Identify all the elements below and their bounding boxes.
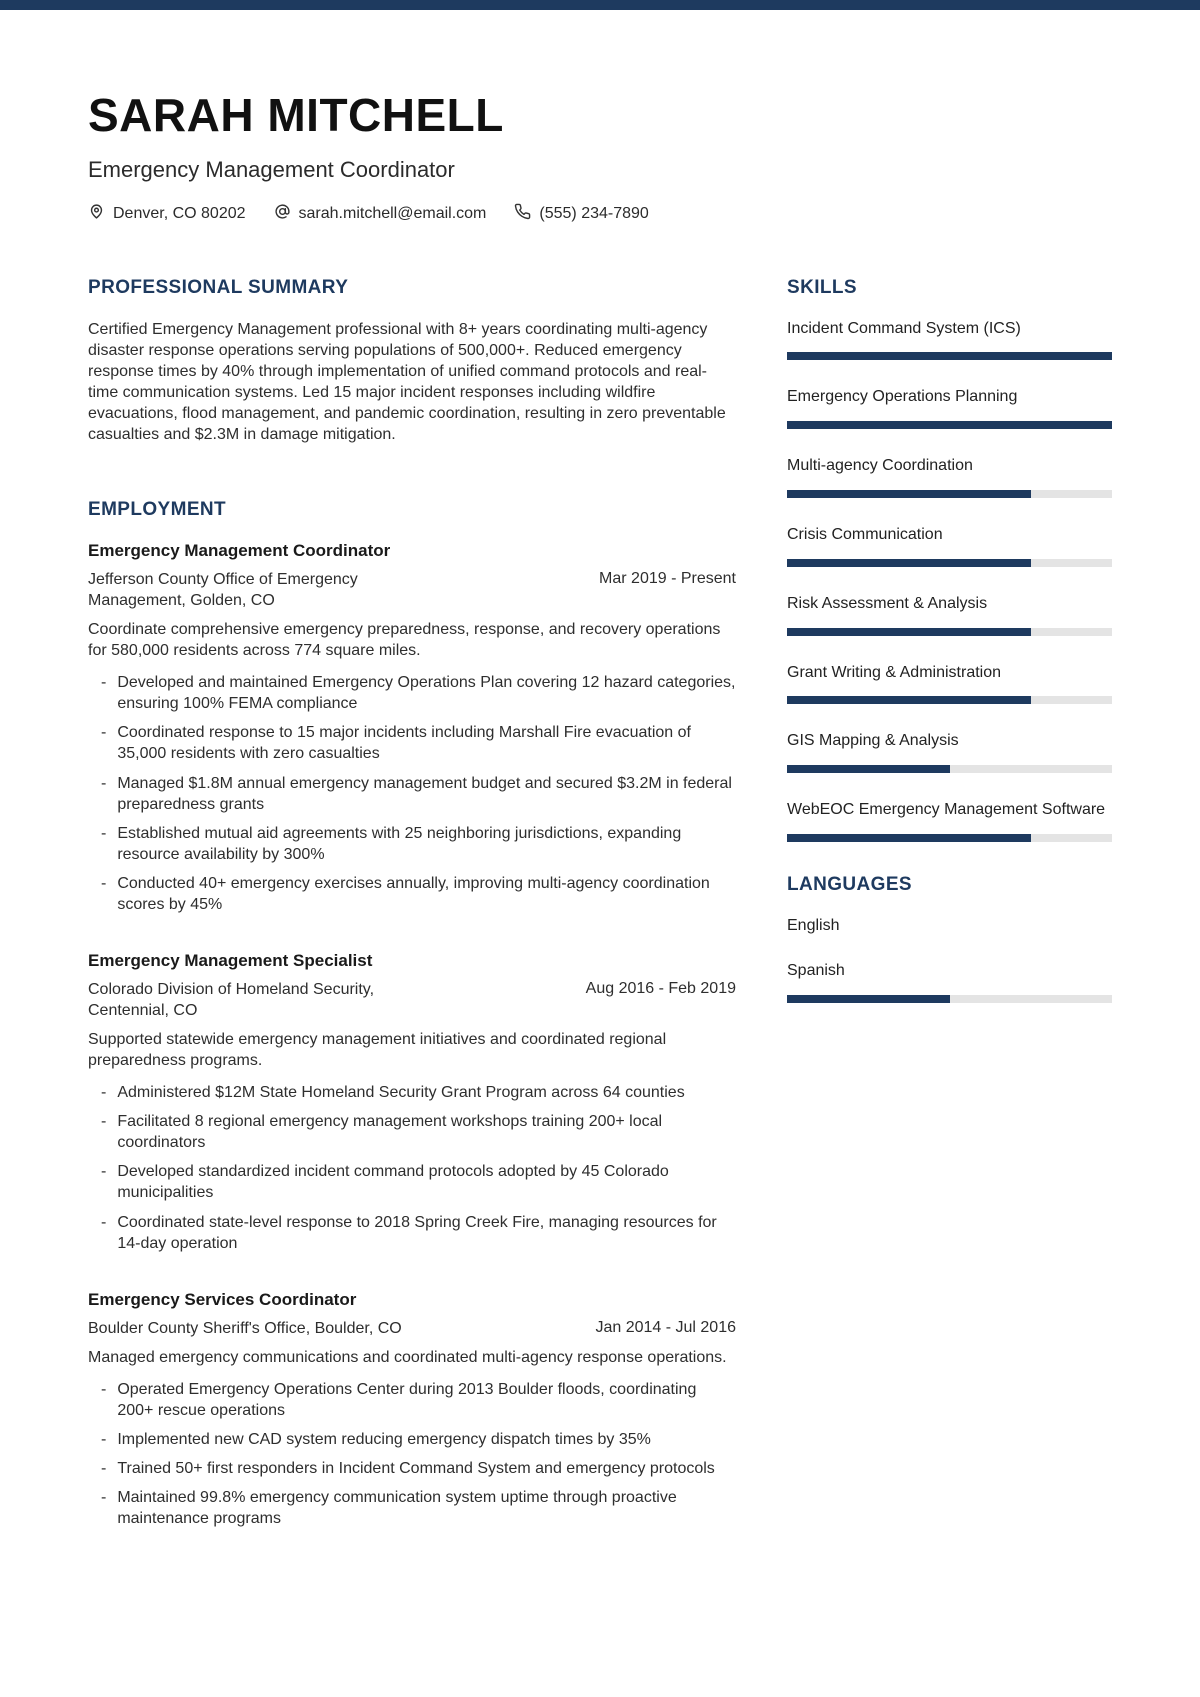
- employment-section: [88, 499, 736, 1529]
- job-title: Emergency Management Coordinator: [88, 541, 391, 561]
- job-meta-row: [88, 1319, 736, 1340]
- main-column: [88, 277, 736, 1566]
- bullet-dash-marker: -: [101, 824, 107, 842]
- resume-header: [88, 10, 1112, 225]
- phone-icon: [514, 203, 531, 225]
- bullet-text: Implemented new CAD system reducing emergency dispatch times by 35%: [117, 1430, 651, 1448]
- job-meta-row: [88, 980, 736, 1022]
- summary-section: [88, 277, 736, 446]
- skill-name: Multi-agency Coordination: [787, 457, 973, 475]
- job-company: Jefferson County Office of Emergency Management, Golden, CO: [88, 571, 358, 610]
- skill-bar-track: [787, 352, 1112, 360]
- bullet-text: Facilitated 8 regional emergency management workshops training 200+ local coordinators: [117, 1113, 663, 1152]
- contact-email: [274, 203, 487, 225]
- bullet-dash-marker: -: [101, 1213, 107, 1231]
- skills-section: [787, 277, 1112, 842]
- sidebar-column: [787, 277, 1112, 1566]
- bullet-dash-marker: -: [101, 1083, 107, 1101]
- job-company: Boulder County Sheriff's Office, Boulder, CO: [88, 1319, 402, 1337]
- bullet-dash-marker: -: [101, 1163, 107, 1181]
- content-columns: [88, 277, 1112, 1566]
- skill-name: Risk Assessment & Analysis: [787, 594, 988, 612]
- bullet-text: Established mutual aid agreements with 25 neighboring jurisdictions, expanding resource availability by 300%: [117, 824, 682, 863]
- skill-bar-track: [787, 628, 1112, 636]
- languages-section: [787, 874, 1112, 1003]
- job-bullet: [88, 1379, 736, 1421]
- skill-bar-fill: [787, 352, 1112, 360]
- job-bullet: [88, 672, 736, 714]
- skill-bar-track: [787, 490, 1112, 498]
- job-bullet: [88, 1212, 736, 1254]
- skill-item: [787, 800, 1112, 842]
- bullet-text: Maintained 99.8% emergency communication system uptime through proactive maintenance programs: [117, 1489, 677, 1528]
- skill-list: [787, 319, 1112, 842]
- job-bullet: [88, 1111, 736, 1153]
- person-title: Emergency Management Coordinator: [88, 156, 455, 182]
- skill-bar-fill: [787, 834, 1031, 842]
- skill-name: Incident Command System (ICS): [787, 319, 1021, 337]
- summary-text: Certified Emergency Management professional with 8+ years coordinating multi-agency disaster response operations serving populations of 500,000+. Reduced emergency response times by 40% through implementation of unified command protocols and real-time communication systems. Led 15 major incident responses including wildfire evacuations, flood management, and pandemic coordination, resulting in zero preventable casualties and $2.3M in damage mitigation.: [88, 320, 726, 444]
- bullet-text: Developed standardized incident command protocols adopted by 45 Colorado municipalities: [117, 1163, 669, 1202]
- skill-bar-fill: [787, 421, 1112, 429]
- summary-heading: PROFESSIONAL SUMMARY: [88, 276, 349, 298]
- job-description: Coordinate comprehensive emergency preparedness, response, and recovery operations for 580,000 residents across 774 square miles.: [88, 620, 721, 659]
- bullet-dash-marker: -: [101, 874, 107, 892]
- job-description: Supported statewide emergency management initiatives and coordinated regional preparedness programs.: [88, 1030, 667, 1069]
- skill-bar-track: [787, 696, 1112, 704]
- contact-location: [88, 203, 246, 225]
- bullet-text: Operated Emergency Operations Center during 2013 Boulder floods, coordinating 200+ rescue operations: [117, 1380, 697, 1419]
- location-pin-icon: [88, 203, 105, 225]
- person-name: SARAH MITCHELL: [88, 89, 504, 141]
- employment-heading: EMPLOYMENT: [88, 499, 227, 521]
- languages-heading: LANGUAGES: [787, 873, 912, 895]
- job-entry: [88, 951, 736, 1254]
- job-description: Managed emergency communications and coordinated multi-agency response operations.: [88, 1348, 727, 1366]
- bullet-dash-marker: -: [101, 674, 107, 692]
- job-bullet: [88, 823, 736, 865]
- bullet-dash-marker: -: [101, 724, 107, 742]
- job-meta-row: [88, 570, 736, 612]
- job-title: Emergency Management Specialist: [88, 951, 373, 971]
- skill-bar-fill: [787, 628, 1031, 636]
- resume-page: [0, 10, 1200, 1565]
- bullet-text: Trained 50+ first responders in Incident Command System and emergency protocols: [117, 1459, 715, 1477]
- bullet-dash-marker: -: [101, 1459, 107, 1477]
- job-bullet-list: [88, 1082, 736, 1254]
- bullet-text: Conducted 40+ emergency exercises annually, improving multi-agency coordination scores by 45%: [117, 874, 710, 914]
- at-sign-icon: [274, 203, 291, 225]
- skill-bar-fill: [787, 765, 950, 773]
- language-bar-fill: [787, 995, 950, 1003]
- skill-item: [787, 456, 1112, 498]
- job-company: Colorado Division of Homeland Security, Centennial, CO: [88, 981, 375, 1019]
- bullet-dash-marker: -: [101, 1430, 107, 1448]
- job-bullet: [88, 1458, 736, 1479]
- skill-bar-fill: [787, 696, 1031, 704]
- skill-item: [787, 387, 1112, 429]
- bullet-dash-marker: -: [101, 1380, 107, 1398]
- job-dates: Aug 2016 - Feb 2019: [585, 980, 736, 998]
- skill-item: [787, 319, 1112, 361]
- job-bullet: [88, 1082, 736, 1103]
- skill-item: [787, 525, 1112, 567]
- job-bullet: [88, 1161, 736, 1203]
- skill-name: WebEOC Emergency Management Software: [787, 801, 1106, 819]
- skill-bar-fill: [787, 490, 1031, 498]
- email-text: sarah.mitchell@email.com: [298, 204, 487, 222]
- job-dates: Jan 2014 - Jul 2016: [595, 1318, 736, 1336]
- location-text: Denver, CO 80202: [113, 204, 246, 222]
- language-name: English: [787, 916, 840, 934]
- skills-heading: SKILLS: [787, 276, 857, 298]
- job-entry: [88, 1290, 736, 1530]
- skill-bar-track: [787, 765, 1112, 773]
- skill-name: Grant Writing & Administration: [787, 663, 1002, 681]
- job-bullet: [88, 1429, 736, 1450]
- job-bullet: [88, 873, 736, 915]
- phone-text: (555) 234-7890: [539, 204, 649, 222]
- top-accent-bar: [0, 0, 1200, 10]
- job-bullet: [88, 1487, 736, 1529]
- bullet-text: Managed $1.8M annual emergency management budget and secured $3.2M in federal preparedness grants: [117, 774, 732, 813]
- language-name: Spanish: [787, 961, 845, 979]
- job-list: [88, 541, 736, 1529]
- skill-name: Emergency Operations Planning: [787, 388, 1018, 406]
- language-item: [787, 916, 1112, 937]
- contact-phone: [514, 203, 648, 225]
- skill-item: [787, 594, 1112, 636]
- skill-name: GIS Mapping & Analysis: [787, 732, 959, 750]
- contact-row: [88, 203, 1112, 225]
- bullet-dash-marker: -: [101, 1113, 107, 1131]
- skill-item: [787, 731, 1112, 773]
- job-title: Emergency Services Coordinator: [88, 1289, 357, 1309]
- language-item: [787, 961, 1112, 1003]
- language-bar-track: [787, 995, 1112, 1003]
- language-list: [787, 916, 1112, 1003]
- bullet-dash-marker: -: [101, 1489, 107, 1507]
- bullet-text: Developed and maintained Emergency Operations Plan covering 12 hazard categories, ensuring 100% FEMA compliance: [117, 674, 736, 713]
- job-dates: Mar 2019 - Present: [599, 570, 736, 588]
- skill-bar-track: [787, 834, 1112, 842]
- job-bullet: [88, 773, 736, 815]
- job-bullet: [88, 722, 736, 764]
- job-entry: [88, 541, 736, 915]
- skill-item: [787, 663, 1112, 705]
- bullet-text: Coordinated state-level response to 2018 Spring Creek Fire, managing resources for 14-day operation: [117, 1213, 717, 1252]
- bullet-dash-marker: -: [101, 774, 107, 792]
- bullet-text: Administered $12M State Homeland Security Grant Program across 64 counties: [117, 1083, 685, 1101]
- skill-bar-track: [787, 559, 1112, 567]
- skill-bar-track: [787, 421, 1112, 429]
- job-bullet-list: [88, 672, 736, 915]
- bullet-text: Coordinated response to 15 major incidents including Marshall Fire evacuation of 35,000 residents with zero casualties: [117, 724, 691, 763]
- skill-bar-fill: [787, 559, 1031, 567]
- skill-name: Crisis Communication: [787, 525, 943, 543]
- job-bullet-list: [88, 1379, 736, 1530]
